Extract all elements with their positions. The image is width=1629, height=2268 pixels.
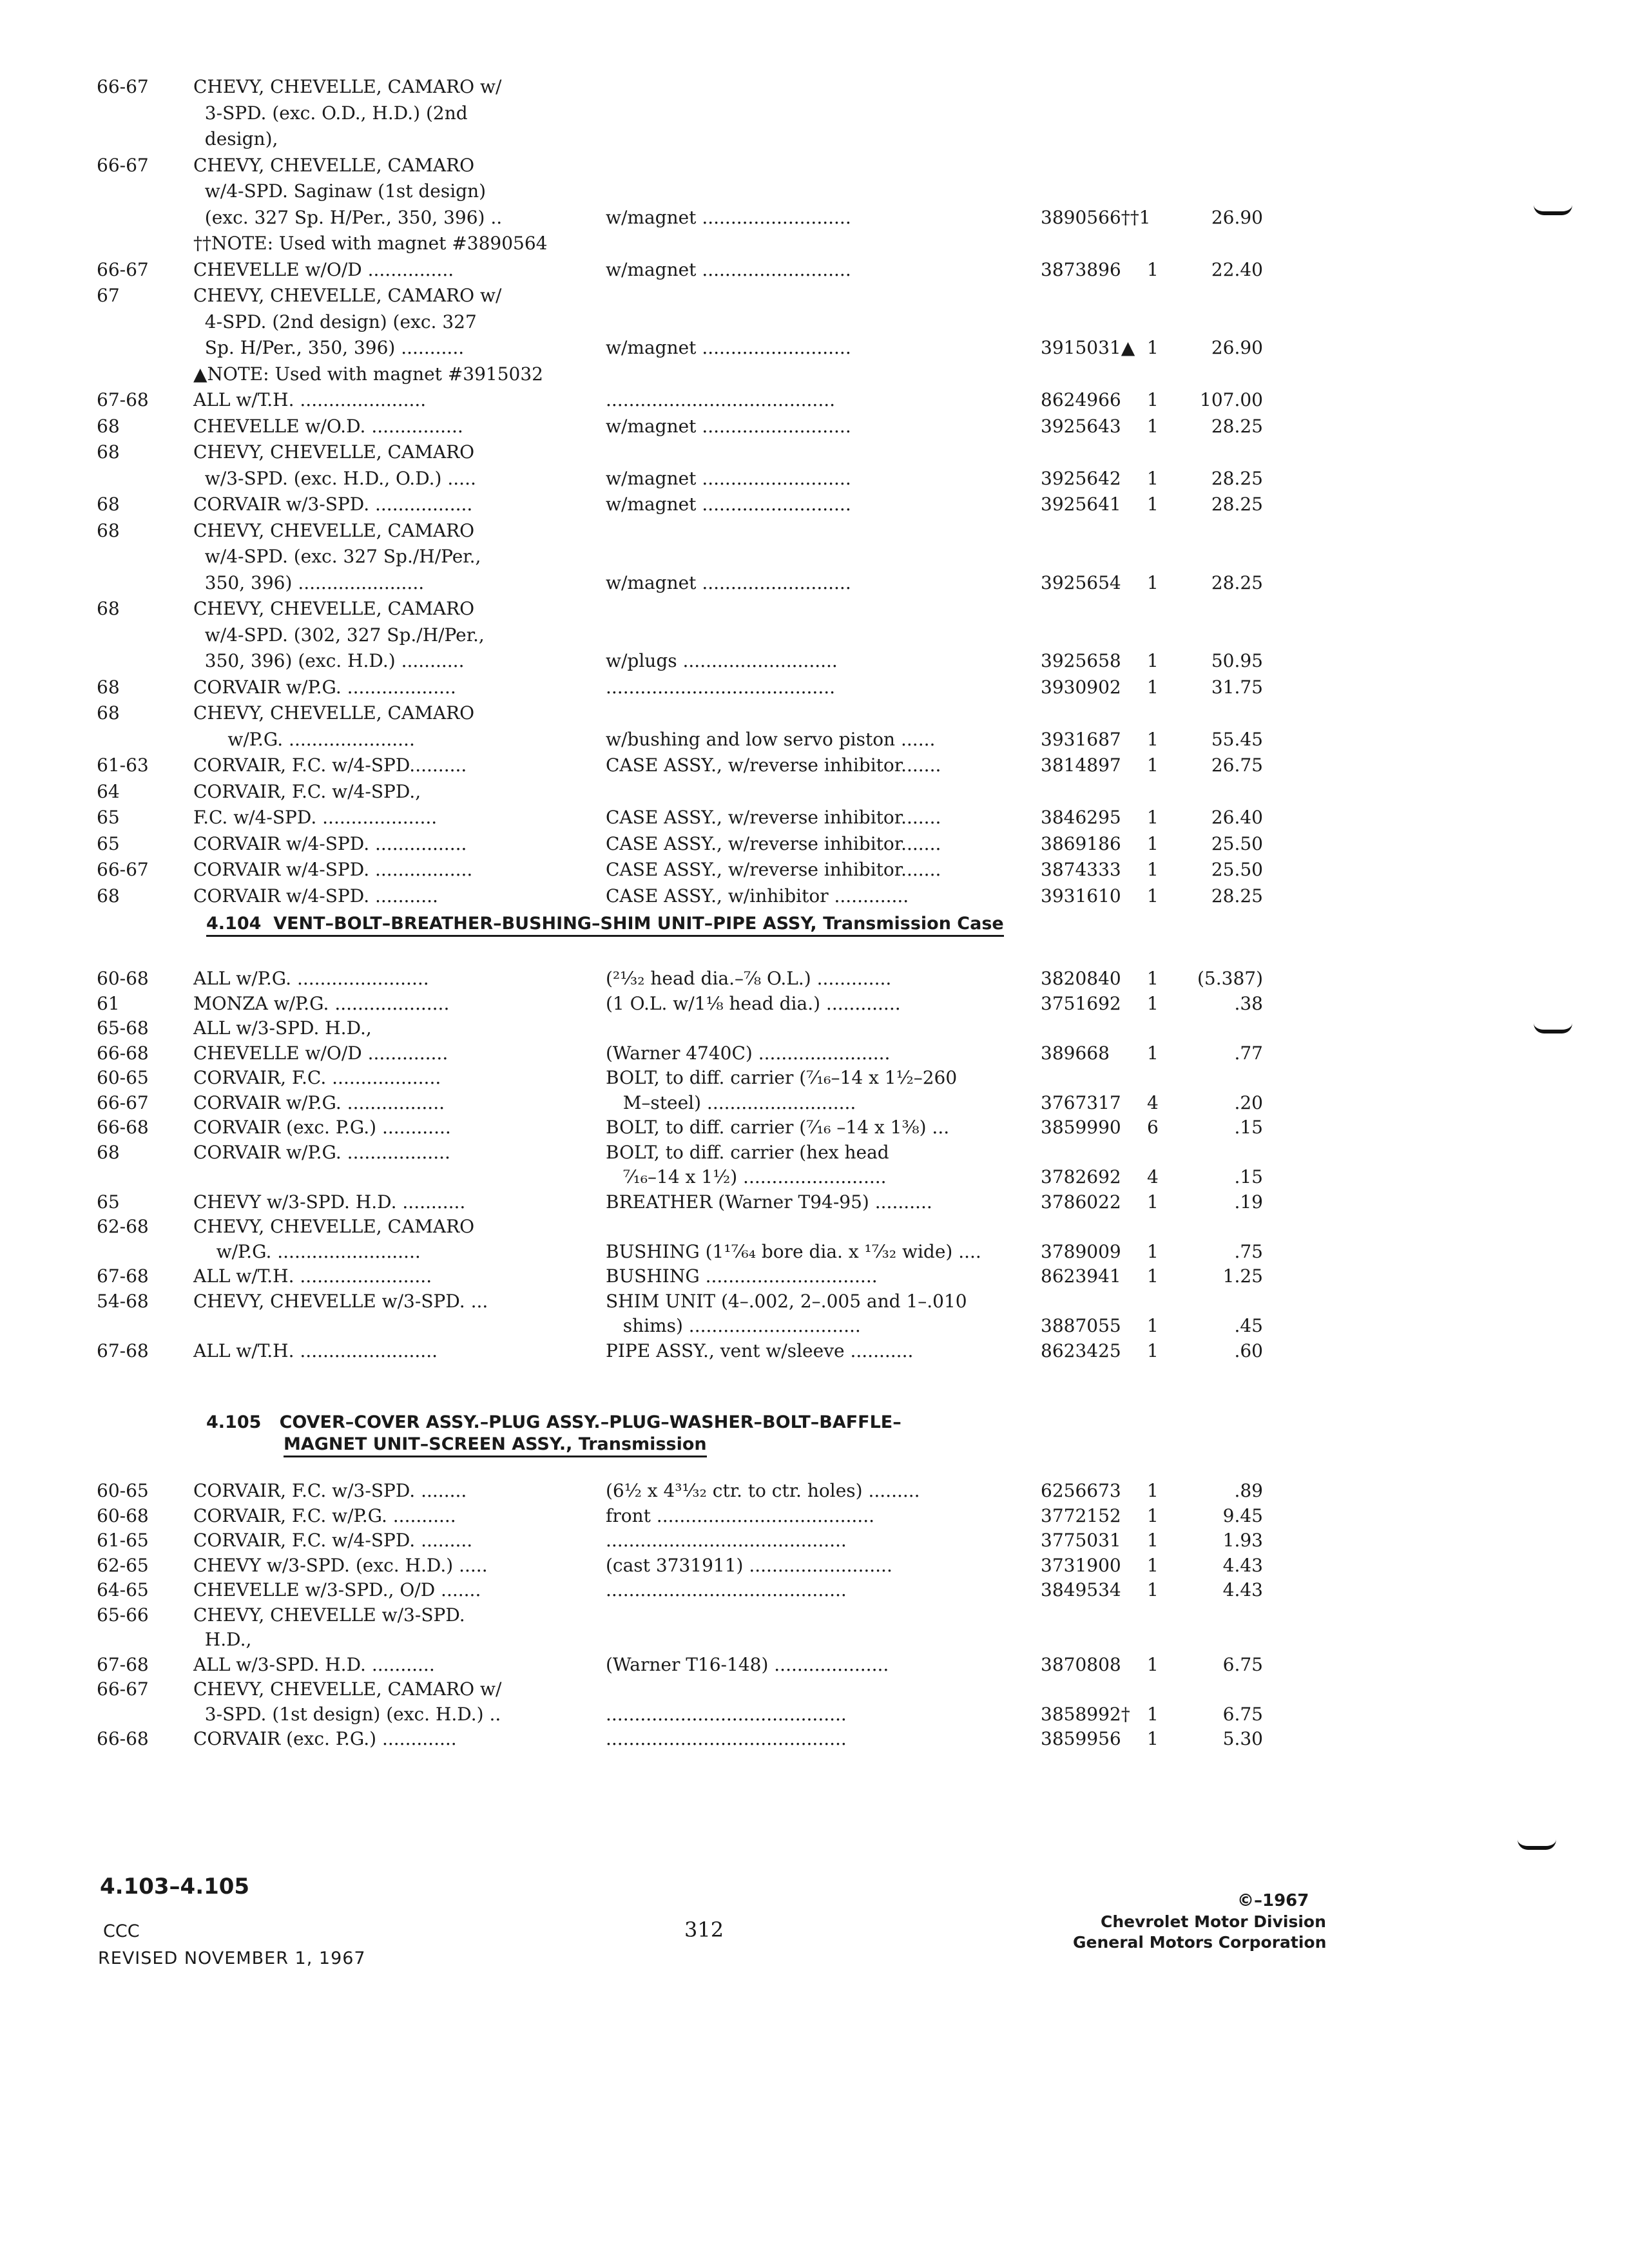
binder-mark	[1534, 205, 1572, 215]
row-app: F.C. w/4-SPD. ....................	[193, 807, 438, 828]
row-desc: CASE ASSY., w/reverse inhibitor.......	[606, 832, 941, 854]
row-qty: 1	[1147, 1480, 1159, 1501]
row-year: 61-65	[97, 1530, 149, 1551]
binder-mark	[1534, 1023, 1572, 1033]
row-desc: M–steel) ..........................	[606, 1091, 856, 1113]
row-desc: (1 O.L. w/1⅛ head dia.) .............	[606, 992, 901, 1014]
row-app: CORVAIR, F.C. w/P.G. ...........	[193, 1504, 456, 1526]
row-app: CORVAIR, F.C. w/4-SPD..........	[193, 754, 467, 776]
row-year: 67	[97, 285, 120, 306]
row-desc: CASE ASSY., w/inhibitor .............	[606, 885, 909, 907]
row-year: 66-67	[97, 258, 149, 280]
row-app: CHEVY, CHEVELLE, CAMARO	[193, 598, 475, 619]
section-104-title: 4.104 VENT–BOLT–BREATHER–BUSHING–SHIM UNIT–PIPE ASSY, Transmission Case	[206, 914, 1004, 937]
row-year: 62-65	[97, 1554, 149, 1576]
row-price: 1.25	[1222, 1265, 1263, 1287]
row-app: CORVAIR, F.C. w/3-SPD. ........	[193, 1480, 467, 1501]
row-desc: w/bushing and low servo piston ......	[606, 728, 936, 750]
row-year: 67-68	[97, 1653, 149, 1675]
row-app: w/4-SPD. (exc. 327 Sp./H/Per.,	[193, 546, 481, 567]
row-year: 68	[97, 885, 120, 907]
row-year: 64-65	[97, 1579, 149, 1600]
row-part: 3751692	[1041, 992, 1121, 1014]
row-price: 28.25	[1211, 415, 1263, 437]
row-qty: 1	[1147, 1265, 1159, 1287]
row-desc: CASE ASSY., w/reverse inhibitor.......	[606, 807, 941, 828]
row-desc: ⁷⁄₁₆–14 x 1½) .........................	[606, 1166, 887, 1187]
row-qty: 1	[1147, 1653, 1159, 1675]
row-qty: 1	[1147, 992, 1159, 1014]
row-app: w/3-SPD. (exc. H.D., O.D.) .....	[193, 467, 476, 489]
row-app: CHEVY, CHEVELLE, CAMARO w/	[193, 285, 502, 306]
row-part: 3890566††1	[1041, 206, 1151, 228]
row-desc: (Warner 4740C) .......................	[606, 1042, 891, 1064]
row-year: 66-67	[97, 76, 149, 97]
row-qty: 1	[1147, 467, 1159, 489]
row-app: CHEVELLE w/O/D ..............	[193, 1042, 448, 1064]
row-desc: SHIM UNIT (4–.002, 2–.005 and 1–.010	[606, 1290, 967, 1312]
row-app: H.D.,	[193, 1629, 252, 1650]
row-app: 3-SPD. (exc. O.D., H.D.) (2nd	[193, 102, 468, 124]
row-part: 3846295	[1041, 807, 1121, 828]
row-price: 28.25	[1211, 572, 1263, 593]
row-year: 68	[97, 519, 120, 541]
row-price: 25.50	[1211, 832, 1263, 854]
row-qty: 1	[1147, 1042, 1159, 1064]
row-desc: w/magnet ..........................	[606, 337, 851, 358]
row-part: 3925654	[1041, 572, 1121, 593]
row-app: CHEVY, CHEVELLE, CAMARO w/	[193, 1678, 502, 1700]
row-app: ††NOTE: Used with magnet #3890564	[193, 233, 548, 254]
row-desc: ........................................	[606, 676, 836, 698]
row-qty: 1	[1147, 807, 1159, 828]
row-app: CORVAIR w/P.G. ..................	[193, 1141, 450, 1163]
row-app: MONZA w/P.G. ....................	[193, 992, 450, 1014]
row-year: 67-68	[97, 1340, 149, 1361]
row-price: 28.25	[1211, 885, 1263, 907]
row-desc: w/magnet ..........................	[606, 467, 851, 489]
row-desc: w/magnet ..........................	[606, 258, 851, 280]
row-app: w/4-SPD. (302, 327 Sp./H/Per.,	[193, 624, 485, 646]
row-app: CORVAIR (exc. P.G.) .............	[193, 1728, 457, 1749]
row-part: 3820840	[1041, 968, 1121, 989]
row-desc: shims) ..............................	[606, 1315, 861, 1336]
row-desc: (Warner T16-148) ....................	[606, 1653, 889, 1675]
row-qty: 6	[1147, 1117, 1159, 1138]
row-desc: CASE ASSY., w/reverse inhibitor.......	[606, 754, 941, 776]
row-qty: 4	[1147, 1091, 1159, 1113]
row-app: CHEVY, CHEVELLE, CAMARO	[193, 441, 475, 463]
row-qty: 1	[1147, 1340, 1159, 1361]
row-app: ALL w/3-SPD. H.D.,	[193, 1017, 372, 1039]
row-desc: (cast 3731911) .........................	[606, 1554, 892, 1576]
row-part: 3925641	[1041, 494, 1121, 515]
row-price: .38	[1234, 992, 1263, 1014]
row-part: 3930902	[1041, 676, 1121, 698]
row-desc: BOLT, to diff. carrier (⁷⁄₁₆ –14 x 1³⁄₈) ...	[606, 1117, 950, 1138]
row-qty: 1	[1147, 1554, 1159, 1576]
row-year: 67-68	[97, 389, 149, 410]
row-price: 107.00	[1200, 389, 1263, 410]
row-desc: ..........................................	[606, 1728, 847, 1749]
row-year: 66-68	[97, 1042, 149, 1064]
row-part: 3858992†	[1041, 1703, 1130, 1725]
row-year: 60-65	[97, 1480, 149, 1501]
row-year: 68	[97, 415, 120, 437]
row-app: CORVAIR (exc. P.G.) ............	[193, 1117, 451, 1138]
row-desc: w/plugs ...........................	[606, 650, 838, 671]
row-desc: CASE ASSY., w/reverse inhibitor.......	[606, 859, 941, 880]
row-app: CHEVY, CHEVELLE, CAMARO	[193, 154, 475, 176]
row-desc: PIPE ASSY., vent w/sleeve ...........	[606, 1340, 914, 1361]
row-app: design),	[193, 128, 278, 149]
row-part: 3925658	[1041, 650, 1121, 671]
row-qty: 1	[1147, 754, 1159, 776]
row-price: .15	[1234, 1117, 1263, 1138]
row-part: 6256673	[1041, 1480, 1121, 1501]
row-desc: front ......................................	[606, 1504, 875, 1526]
row-part: 3925643	[1041, 415, 1121, 437]
row-part: 3931610	[1041, 885, 1121, 907]
row-app: 350, 396) ......................	[193, 572, 425, 593]
row-part: 3887055	[1041, 1315, 1121, 1336]
row-app: CHEVY, CHEVELLE w/3-SPD. ...	[193, 1290, 488, 1312]
row-part: 3782692	[1041, 1166, 1121, 1187]
row-part: 3814897	[1041, 754, 1121, 776]
row-qty: 1	[1147, 494, 1159, 515]
row-app: 3-SPD. (1st design) (exc. H.D.) ..	[193, 1703, 501, 1725]
row-desc: w/magnet ..........................	[606, 572, 851, 593]
footer-section-range: 4.103–4.105	[100, 1874, 250, 1899]
footer-code: CCC	[103, 1921, 140, 1941]
row-part: 8624966	[1041, 389, 1121, 410]
row-app: ALL w/P.G. .......................	[193, 968, 429, 989]
row-year: 64	[97, 780, 120, 802]
row-price: 50.95	[1211, 650, 1263, 671]
row-part: 3931687	[1041, 728, 1121, 750]
row-part: 3874333	[1041, 859, 1121, 880]
row-year: 66-67	[97, 1678, 149, 1700]
row-app: ALL w/T.H. ......................	[193, 389, 427, 410]
row-desc: BOLT, to diff. carrier (hex head	[606, 1141, 889, 1163]
row-year: 68	[97, 702, 120, 724]
row-part: 3873896	[1041, 258, 1121, 280]
row-price: 4.43	[1222, 1554, 1263, 1576]
row-part: 3849534	[1041, 1579, 1121, 1600]
row-part: 389668	[1041, 1042, 1110, 1064]
row-app: CORVAIR w/3-SPD. .................	[193, 494, 473, 515]
row-app: CORVAIR, F.C. ...................	[193, 1067, 441, 1088]
row-year: 61-63	[97, 754, 149, 776]
row-price: 9.45	[1222, 1504, 1263, 1526]
row-price: (5.387)	[1197, 968, 1263, 989]
row-price: .75	[1234, 1240, 1263, 1262]
row-desc: BREATHER (Warner T94-95) ..........	[606, 1191, 932, 1213]
row-qty: 1	[1147, 415, 1159, 437]
row-year: 68	[97, 676, 120, 698]
row-desc: (6½ x 4³¹⁄₃₂ ctr. to ctr. holes) .........	[606, 1480, 920, 1501]
footer-division: Chevrolet Motor Division	[1101, 1912, 1326, 1931]
row-qty: 1	[1147, 337, 1159, 358]
row-year: 54-68	[97, 1290, 149, 1312]
row-app: CHEVY, CHEVELLE, CAMARO	[193, 519, 475, 541]
row-year: 68	[97, 1141, 120, 1163]
footer-corporation: General Motors Corporation	[1073, 1933, 1327, 1952]
row-price: 4.43	[1222, 1579, 1263, 1600]
row-qty: 1	[1147, 1530, 1159, 1551]
row-app: CORVAIR, F.C. w/4-SPD. .........	[193, 1530, 473, 1551]
row-desc: BUSHING ..............................	[606, 1265, 878, 1287]
row-price: .20	[1234, 1091, 1263, 1113]
row-app: ▲NOTE: Used with magnet #3915032	[193, 363, 543, 385]
row-price: .89	[1234, 1480, 1263, 1501]
row-year: 66-68	[97, 1117, 149, 1138]
row-app: ALL w/3-SPD. H.D. ...........	[193, 1653, 435, 1675]
row-price: 22.40	[1211, 258, 1263, 280]
row-desc: w/magnet ..........................	[606, 206, 851, 228]
row-price: 26.90	[1211, 337, 1263, 358]
row-part: 3870808	[1041, 1653, 1121, 1675]
row-price: .77	[1234, 1042, 1263, 1064]
row-app: CHEVY w/3-SPD. (exc. H.D.) .....	[193, 1554, 488, 1576]
row-price: 6.75	[1222, 1703, 1263, 1725]
row-price: .19	[1234, 1191, 1263, 1213]
row-app: w/P.G. .........................	[193, 1240, 421, 1262]
row-year: 60-65	[97, 1067, 149, 1088]
row-app: Sp. H/Per., 350, 396) ...........	[193, 337, 465, 358]
row-price: 55.45	[1211, 728, 1263, 750]
row-app: CHEVY w/3-SPD. H.D. ...........	[193, 1191, 466, 1213]
row-year: 68	[97, 598, 120, 619]
row-qty: 1	[1147, 728, 1159, 750]
footer-revised-date: REVISED NOVEMBER 1, 1967	[98, 1948, 366, 1968]
row-year: 66-67	[97, 1091, 149, 1113]
row-qty: 1	[1147, 676, 1159, 698]
row-app: ALL w/T.H. ........................	[193, 1340, 438, 1361]
row-qty: 1	[1147, 1240, 1159, 1262]
row-part: 3772152	[1041, 1504, 1121, 1526]
row-year: 60-68	[97, 968, 149, 989]
row-desc: BOLT, to diff. carrier (⁷⁄₁₆–14 x 1½–260	[606, 1067, 958, 1088]
row-year: 62-68	[97, 1216, 149, 1237]
row-app: CORVAIR, F.C. w/4-SPD.,	[193, 780, 421, 802]
row-qty: 1	[1147, 968, 1159, 989]
row-part: 3859990	[1041, 1117, 1121, 1138]
row-desc: w/magnet ..........................	[606, 415, 851, 437]
row-part: 3869186	[1041, 832, 1121, 854]
row-app: CORVAIR w/P.G. ...................	[193, 676, 456, 698]
row-qty: 1	[1147, 389, 1159, 410]
row-part: 3731900	[1041, 1554, 1121, 1576]
row-part: 3925642	[1041, 467, 1121, 489]
row-part: 3786022	[1041, 1191, 1121, 1213]
row-app: ALL w/T.H. .......................	[193, 1265, 432, 1287]
row-price: 31.75	[1211, 676, 1263, 698]
row-year: 61	[97, 992, 120, 1014]
row-app: CORVAIR w/4-SPD. ................	[193, 832, 467, 854]
row-part: 3775031	[1041, 1530, 1121, 1551]
row-price: 5.30	[1222, 1728, 1263, 1749]
row-year: 66-67	[97, 859, 149, 880]
row-app: CHEVY, CHEVELLE, CAMARO w/	[193, 76, 502, 97]
row-app: CHEVY, CHEVELLE w/3-SPD.	[193, 1604, 465, 1626]
row-app: 4-SPD. (2nd design) (exc. 327	[193, 311, 477, 332]
row-app: CORVAIR w/P.G. .................	[193, 1091, 445, 1113]
row-app: w/4-SPD. Saginaw (1st design)	[193, 180, 487, 202]
row-app: CHEVELLE w/O/D ...............	[193, 258, 454, 280]
row-qty: 1	[1147, 650, 1159, 671]
row-year: 65-66	[97, 1604, 149, 1626]
row-price: 26.40	[1211, 807, 1263, 828]
row-qty: 1	[1147, 572, 1159, 593]
row-price: .45	[1234, 1315, 1263, 1336]
row-price: .60	[1234, 1340, 1263, 1361]
row-price: 25.50	[1211, 859, 1263, 880]
row-year: 60-68	[97, 1504, 149, 1526]
row-part: 3767317	[1041, 1091, 1121, 1113]
row-qty: 1	[1147, 1703, 1159, 1725]
row-desc: (²¹⁄₃₂ head dia.–⅞ O.L.) .............	[606, 968, 892, 989]
row-app: CHEVY, CHEVELLE, CAMARO	[193, 1216, 475, 1237]
footer-copyright: ©–1967	[1237, 1891, 1309, 1910]
row-desc: ..........................................	[606, 1530, 847, 1551]
row-part: 3859956	[1041, 1728, 1121, 1749]
row-year: 66-67	[97, 154, 149, 176]
row-app: CORVAIR w/4-SPD. .................	[193, 859, 473, 880]
row-qty: 4	[1147, 1166, 1159, 1187]
row-price: 6.75	[1222, 1653, 1263, 1675]
row-price: 26.90	[1211, 206, 1263, 228]
row-qty: 1	[1147, 258, 1159, 280]
row-qty: 1	[1147, 1315, 1159, 1336]
row-price: 1.93	[1222, 1530, 1263, 1551]
row-part: 8623941	[1041, 1265, 1121, 1287]
row-qty: 1	[1147, 885, 1159, 907]
row-desc: w/magnet ..........................	[606, 494, 851, 515]
row-part: 3915031▲	[1041, 337, 1135, 358]
row-app: CHEVELLE w/O.D. ................	[193, 415, 463, 437]
row-app: 350, 396) (exc. H.D.) ...........	[193, 650, 465, 671]
row-price: 28.25	[1211, 467, 1263, 489]
row-desc: ........................................	[606, 389, 836, 410]
row-desc: ..........................................	[606, 1579, 847, 1600]
row-qty: 1	[1147, 1504, 1159, 1526]
row-part: 8623425	[1041, 1340, 1121, 1361]
row-app: (exc. 327 Sp. H/Per., 350, 396) ..	[193, 206, 503, 228]
row-year: 65	[97, 832, 120, 854]
row-app: CHEVELLE w/3-SPD., O/D .......	[193, 1579, 481, 1600]
row-year: 65	[97, 1191, 120, 1213]
row-year: 66-68	[97, 1728, 149, 1749]
row-price: 28.25	[1211, 494, 1263, 515]
row-qty: 1	[1147, 1191, 1159, 1213]
row-year: 65	[97, 807, 120, 828]
section-105-title-line1: 4.105 COVER–COVER ASSY.–PLUG ASSY.–PLUG–WASHER–BOLT–BAFFLE–	[206, 1412, 901, 1432]
row-price: 26.75	[1211, 754, 1263, 776]
row-qty: 1	[1147, 832, 1159, 854]
row-year: 67-68	[97, 1265, 149, 1287]
row-year: 68	[97, 494, 120, 515]
row-part: 3789009	[1041, 1240, 1121, 1262]
row-desc: BUSHING (1¹⁷⁄₆₄ bore dia. x ¹⁷⁄₃₂ wide) ....	[606, 1240, 981, 1262]
section-105-title-line2: MAGNET UNIT–SCREEN ASSY., Transmission	[284, 1434, 707, 1457]
row-app: w/P.G. ......................	[193, 728, 415, 750]
row-year: 65-68	[97, 1017, 149, 1039]
page-number: 312	[684, 1917, 724, 1942]
row-qty: 1	[1147, 859, 1159, 880]
row-price: .15	[1234, 1166, 1263, 1187]
row-year: 68	[97, 441, 120, 463]
binder-mark	[1518, 1840, 1556, 1850]
row-app: CORVAIR w/4-SPD. ...........	[193, 885, 438, 907]
row-qty: 1	[1147, 1579, 1159, 1600]
row-desc: ..........................................	[606, 1703, 847, 1725]
row-qty: 1	[1147, 1728, 1159, 1749]
row-app: CHEVY, CHEVELLE, CAMARO	[193, 702, 475, 724]
